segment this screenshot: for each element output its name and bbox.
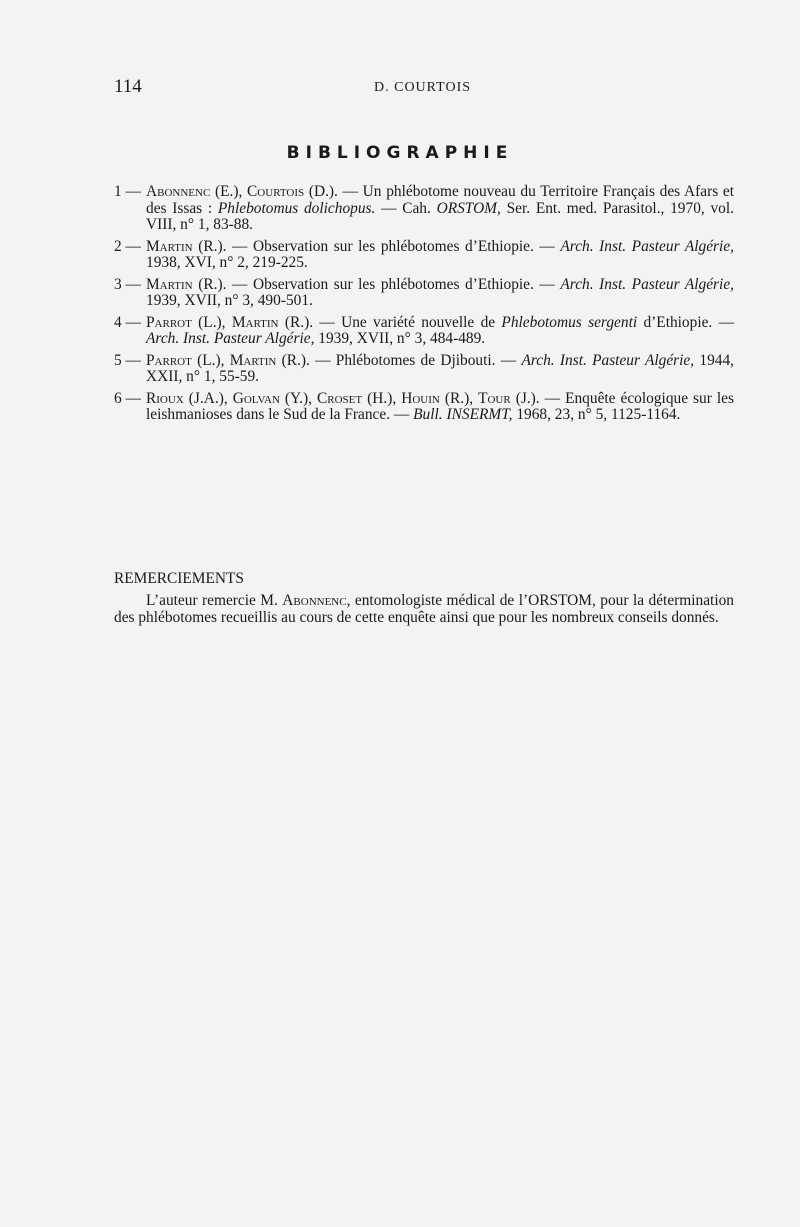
reference-text: (R.). — Observation sur les phlébotomes d’Ethiopie. — (192, 237, 561, 255)
reference-body (146, 277, 734, 310)
running-head: D. COURTOIS (374, 80, 472, 95)
reference-text: 1968, 23, n° 5, 1125-1164. (512, 406, 681, 423)
reference-author: Martin (231, 313, 279, 331)
acknowledgements-text: L’auteur remercie M. (146, 592, 283, 609)
reference-text: (R.). — Une variété nouvelle de (278, 313, 502, 331)
reference-text: (Y.), (279, 389, 317, 407)
reference-text: Ser. Ent. med. Parasitol., 1970, vol. VIII, n° 1, 83-88. (146, 199, 734, 233)
reference-text: d’Ethiopie. — (637, 313, 734, 331)
page-number: 114 (114, 76, 142, 97)
bibliography-list (114, 184, 734, 429)
reference-text: 1938, XVI, n° 2, 219-225. (146, 254, 308, 271)
reference-author: Martin (146, 275, 193, 293)
acknowledgements-text: , entomologiste médical de l’ORSTOM, pour la détermination des phlébotomes recueillis au cours de cette enquête ainsi que pour les nombreux conseils donnés. (114, 592, 734, 626)
reference-italic: Phlebotomus sergenti (501, 313, 638, 331)
reference-body (146, 391, 734, 424)
reference-item (114, 315, 734, 348)
reference-body (146, 184, 734, 234)
reference-author: Courtois (247, 183, 305, 200)
reference-text: (R.). — Phlébotomes de Djibouti. — (276, 351, 522, 369)
reference-text: 1944, XXII, n° 1, 55-59. (146, 351, 735, 385)
reference-item (114, 353, 734, 386)
reference-author: Croset (317, 389, 363, 407)
reference-item (114, 277, 734, 310)
reference-number: 2 — (114, 237, 141, 255)
reference-italic: Phlebotomus dolichopus. (217, 199, 376, 217)
reference-text: (J.A.), (183, 389, 233, 407)
reference-text: (L.), (191, 351, 230, 369)
reference-number: 6 — (114, 389, 141, 407)
reference-text: — Cah. (375, 199, 437, 217)
reference-text: 1939, XVII, n° 3, 490-501. (146, 292, 313, 309)
reference-italic: Arch. Inst. Pasteur Algérie, (560, 237, 735, 255)
reference-italic: Arch. Inst. Pasteur Algérie, (521, 351, 695, 369)
reference-author: Houin (401, 389, 440, 407)
reference-author: Tour (478, 389, 511, 407)
reference-author: Rioux (146, 389, 184, 407)
reference-body (146, 315, 734, 348)
reference-text: (R.). — Observation sur les phlébotomes d’Ethiopie. — (192, 275, 561, 293)
reference-body (146, 239, 734, 272)
reference-italic: ORSTOM, (436, 199, 501, 217)
reference-text: (R.), (439, 389, 479, 407)
reference-text: (E.), (210, 183, 248, 200)
reference-text: (H.), (362, 389, 402, 407)
reference-author: Parrot (146, 351, 192, 369)
reference-number: 1 — (114, 183, 141, 200)
reference-text: (J.). — Enquête écologique sur les leishmanioses dans le Sud de la France. — (146, 389, 734, 423)
reference-text: (L.), (191, 313, 232, 331)
reference-item (114, 391, 734, 424)
reference-body (146, 353, 734, 386)
reference-text: (D.). — Un phlébotome nouveau du Territoire Français des Afars et des Issas : (146, 183, 734, 217)
reference-author: Abonnenc (146, 183, 211, 200)
section-title: BIBLIOGRAPHIE (286, 143, 514, 163)
acknowledgements-author: Abonnenc (282, 592, 347, 609)
reference-author: Golvan (232, 389, 280, 407)
reference-item (114, 239, 734, 272)
reference-italic: Bull. INSERMT, (413, 406, 513, 423)
reference-number: 3 — (114, 275, 141, 293)
reference-author: Martin (229, 351, 277, 369)
reference-italic: Arch. Inst. Pasteur Algérie, (560, 275, 735, 293)
reference-item (114, 184, 734, 234)
acknowledgements-text (114, 593, 734, 626)
reference-author: Parrot (146, 313, 192, 331)
reference-text: 1939, XVII, n° 3, 484-489. (314, 330, 486, 347)
acknowledgements-heading: REMERCIEMENTS (114, 570, 244, 587)
reference-italic: Arch. Inst. Pasteur Algérie, (146, 330, 315, 347)
reference-author: Martin (146, 237, 193, 255)
reference-number: 5 — (114, 351, 141, 369)
reference-number: 4 — (114, 313, 141, 331)
